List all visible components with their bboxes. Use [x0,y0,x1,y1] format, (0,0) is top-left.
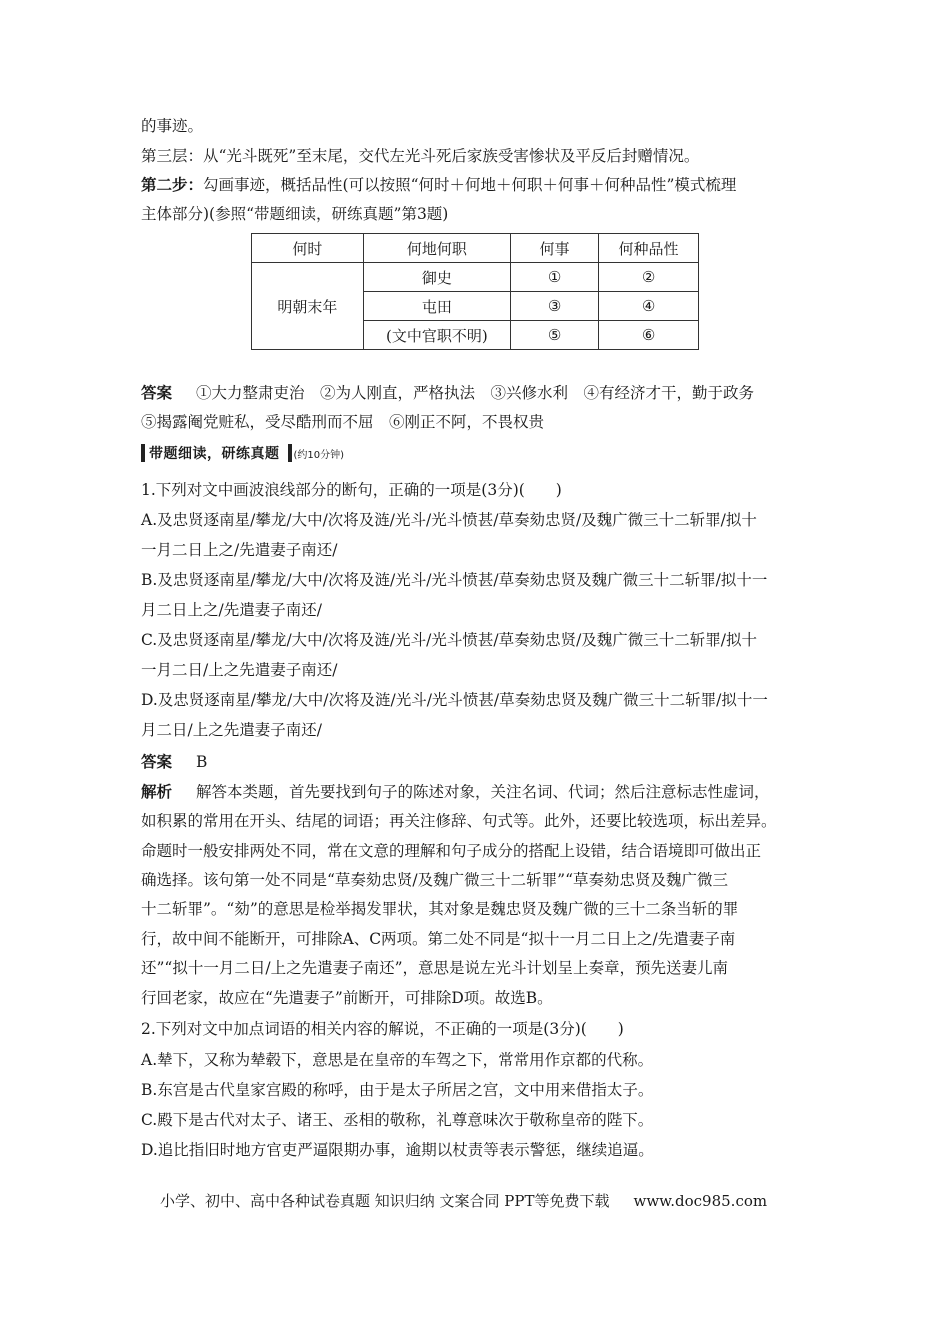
q2-stem: 2.下列对文中加点词语的相关内容的解说，不正确的一项是(3分)( ) [141,1020,624,1038]
q1-option-b-line-2: 月二日上之/先遣妻子南还/ [141,601,322,619]
q1-stem: 1.下列对文中画波浪线部分的断句，正确的一项是(3分)( ) [141,481,562,499]
traits-table [251,233,699,350]
step2-line [141,175,736,195]
answer-label: 答案 [141,383,173,402]
q1-analysis-label: 解析 [141,782,173,801]
footer-text: 小学、初中、高中各种试卷真题 知识归纳 文案合同 PPT等免费下载 [160,1192,610,1210]
q1-option-b-line-1: B.及忠贤逐南星/攀龙/大中/次将及涟/光斗/光斗愤甚/草奏劾忠贤及魏广微三十二斩罪/拟十一 [141,571,768,589]
q1-analysis-line-5: 十二斩罪”。“劾”的意思是检举揭发罪状，其对象是魏忠贤及魏广微的三十二条当斩的罪 [141,900,739,918]
banner-right-bracket [288,444,292,462]
q1-analysis-line-7: 还”“拟十一月二日/上之先遣妻子南还”，意思是说左光斗计划呈上奏章，预先送妻儿南 [141,959,728,977]
section-banner [141,443,344,463]
table-cell: 御史 [363,263,510,292]
page-footer [160,1190,767,1211]
q1-analysis-line-6: 行，故中间不能断开，可排除A、C两项。第二处不同是“拟十一月二日上之/先遣妻子南 [141,930,736,948]
intro-line-1: 的事迹。 [141,117,204,135]
q1-option-c-line-2: 一月二日/上之先遣妻子南还/ [141,661,338,679]
q1-analysis-line-8: 行回老家，故应在“先遣妻子”前断开，可排除D项。故选B。 [141,989,553,1007]
footer-url: www.doc985.com [633,1192,768,1210]
step2-text: 勾画事迹，概括品性(可以按照“何时＋何地＋何职＋何事＋何种品性”模式梳理 [203,176,737,194]
q1-answer-label: 答案 [141,752,173,771]
q2-option-a: A.辇下，又称为辇毂下，意思是在皇帝的车驾之下，常常用作京都的代称。 [141,1051,654,1069]
q1-analysis-line-2: 如积累的常用在开头、结尾的词语；再关注修辞、句式等。此外，还要比较选项，标出差异。 [141,812,777,830]
table-header-cell: 何时 [252,234,364,263]
answer1-line-2: ⑤揭露阉党赃私，受尽酷刑而不屈 ⑥刚正不阿，不畏权贵 [141,413,545,431]
q2-option-d: D.追比指旧时地方官吏严逼限期办事，逾期以杖责等表示警惩，继续追逼。 [141,1141,654,1159]
table-cell: ⑥ [599,321,699,350]
q1-option-a-line-1: A.及忠贤逐南星/攀龙/大中/次将及涟/光斗/光斗愤甚/草奏劾忠贤/及魏广微三十二斩罪/拟十 [141,511,757,529]
table-header-cell: 何事 [511,234,599,263]
banner-title: 带题细读，研练真题 [149,446,280,462]
table-cell-when: 明朝末年 [252,263,364,350]
q1-option-c-line-1: C.及忠贤逐南星/攀龙/大中/次将及涟/光斗/光斗愤甚/草奏劾忠贤/及魏广微三十二斩罪/拟十 [141,631,758,649]
table-cell: ① [511,263,599,292]
table-header-cell: 何种品性 [599,234,699,263]
answer1-text-1: ①大力整肃吏治 ②为人刚直，严格执法 ③兴修水利 ④有经济才干，勤于政务 [196,384,755,402]
step2-label: 第二步： [141,175,204,194]
q1-option-a-line-2: 一月二日上之/先遣妻子南还/ [141,541,338,559]
q1-analysis-text-1: 解答本类题，首先要找到句子的陈述对象，关注名词、代词；然后注意标志性虚词， [196,783,770,801]
table-cell: ③ [511,292,599,321]
table-header-cell: 何地何职 [363,234,510,263]
q1-answer-line [141,752,207,772]
q1-analysis-line-4: 确选择。该句第一处不同是“草奏劾忠贤/及魏广微三十二斩罪”“草奏劾忠贤及魏广微三 [141,871,728,889]
table-header-row [252,234,699,263]
banner-time: (约10分钟) [293,449,345,461]
banner-left-bracket [141,444,145,462]
table-cell: 屯田 [363,292,510,321]
q1-analysis-line-3: 命题时一般安排两处不同，常在文意的理解和句子成分的搭配上设错，结合语境即可做出正 [141,842,762,860]
q1-analysis-line-1 [141,782,770,802]
q2-option-c: C.殿下是古代对太子、诸王、丞相的敬称，礼尊意味次于敬称皇帝的陛下。 [141,1111,654,1129]
table-cell: (文中官职不明) [363,321,510,350]
table-row [252,263,699,292]
q1-option-d-line-2: 月二日/上之先遣妻子南还/ [141,721,322,739]
step2-continuation: 主体部分)(参照“带题细读，研练真题”第3题) [141,205,449,223]
answer1-line-1 [141,383,754,403]
q1-option-d-line-1: D.及忠贤逐南星/攀龙/大中/次将及涟/光斗/光斗愤甚/草奏劾忠贤及魏广微三十二斩罪/拟十一 [141,691,768,709]
q2-option-b: B.东宫是古代皇家宫殿的称呼，由于是太子所居之宫，文中用来借指太子。 [141,1081,654,1099]
table-cell: ④ [599,292,699,321]
table-cell: ② [599,263,699,292]
table-cell: ⑤ [511,321,599,350]
q1-answer-value: B [196,753,208,771]
intro-line-2: 第三层：从“光斗既死”至末尾，交代左光斗死后家族受害惨状及平反后封赠情况。 [141,147,700,165]
